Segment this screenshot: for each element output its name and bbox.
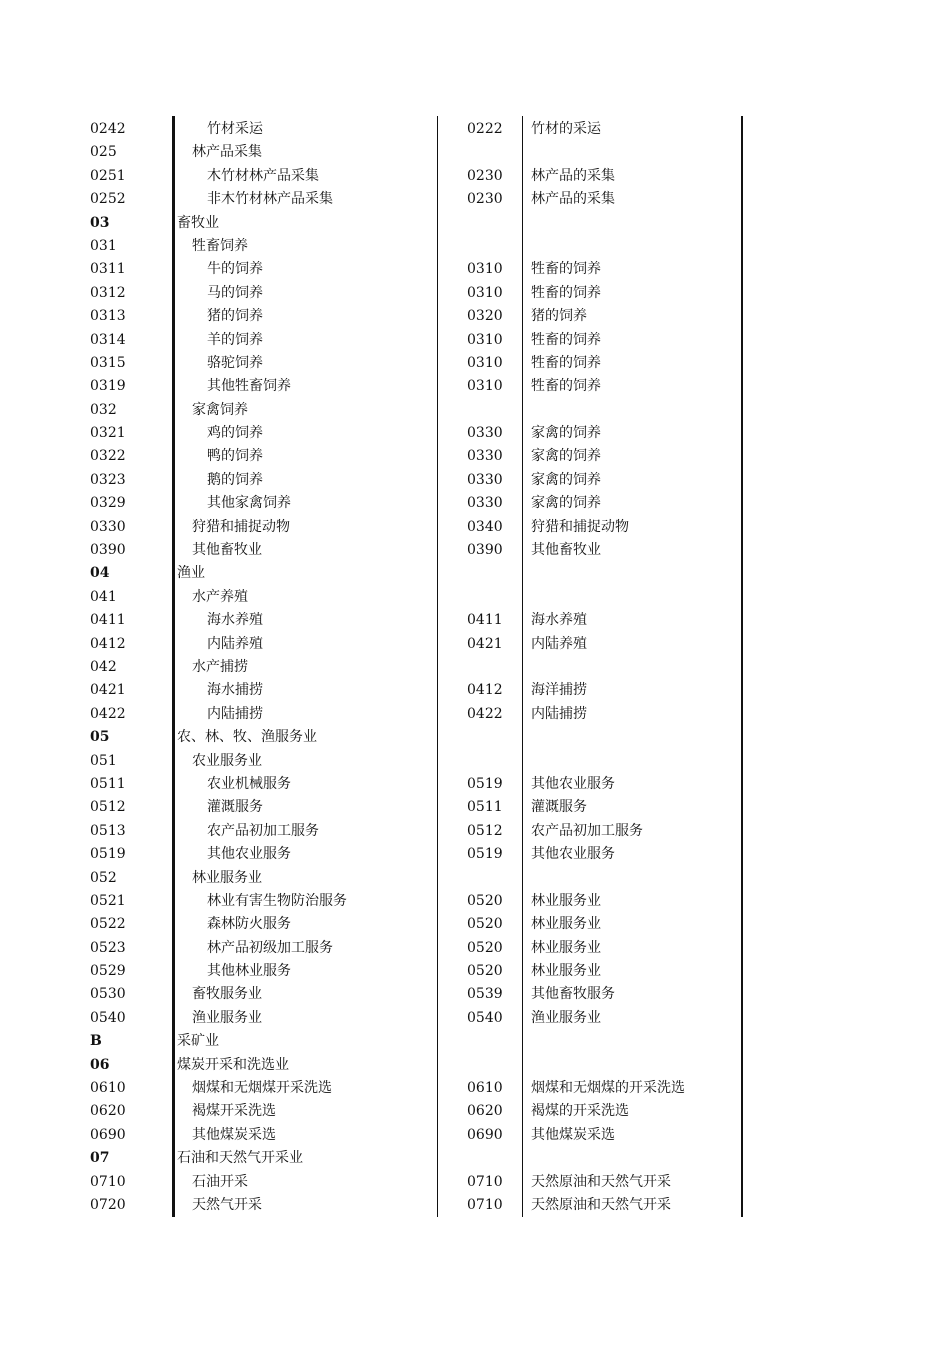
old-industry-code: 0411 bbox=[467, 612, 503, 629]
old-industry-code: 0620 bbox=[467, 1103, 503, 1120]
old-industry-code: 0422 bbox=[467, 705, 503, 722]
industry-name: 骆驼饲养 bbox=[207, 354, 263, 371]
old-industry-code: 0230 bbox=[467, 167, 503, 184]
old-industry-name: 农产品初加工服务 bbox=[531, 822, 643, 839]
old-industry-code: 0539 bbox=[467, 986, 503, 1003]
table-row bbox=[0, 469, 950, 492]
industry-code: 0329 bbox=[90, 495, 126, 512]
industry-name: 林业服务业 bbox=[192, 869, 262, 886]
industry-code: 0519 bbox=[90, 846, 126, 863]
industry-name: 其他林业服务 bbox=[207, 963, 291, 980]
old-industry-code: 0340 bbox=[467, 518, 503, 535]
table-row bbox=[0, 492, 950, 515]
old-industry-name: 渔业服务业 bbox=[531, 1009, 601, 1026]
industry-code: 04 bbox=[90, 565, 110, 582]
old-industry-name: 林业服务业 bbox=[531, 963, 601, 980]
old-industry-code: 0320 bbox=[467, 308, 503, 325]
old-industry-name: 林业服务业 bbox=[531, 939, 601, 956]
industry-name: 煤炭开采和洗选业 bbox=[177, 1056, 289, 1073]
table-body bbox=[0, 118, 950, 1217]
industry-name: 鸭的饲养 bbox=[207, 448, 263, 465]
industry-name: 牲畜饲养 bbox=[192, 237, 248, 254]
old-industry-name: 烟煤和无烟煤的开采洗选 bbox=[531, 1080, 685, 1097]
industry-code: 0522 bbox=[90, 916, 126, 933]
industry-code: 0521 bbox=[90, 892, 126, 909]
table-row bbox=[0, 773, 950, 796]
old-industry-code: 0310 bbox=[467, 261, 503, 278]
old-industry-code: 0519 bbox=[467, 775, 503, 792]
industry-code: 0530 bbox=[90, 986, 126, 1003]
old-industry-code: 0330 bbox=[467, 448, 503, 465]
old-industry-code: 0310 bbox=[467, 378, 503, 395]
old-industry-name: 牲畜的饲养 bbox=[531, 354, 601, 371]
industry-name: 木竹材林产品采集 bbox=[207, 167, 319, 184]
table-row bbox=[0, 562, 950, 585]
table-row bbox=[0, 750, 950, 773]
table-row bbox=[0, 983, 950, 1006]
old-industry-code: 0511 bbox=[467, 799, 503, 816]
table-row bbox=[0, 1030, 950, 1053]
industry-code: 0412 bbox=[90, 635, 126, 652]
industry-name: 森林防火服务 bbox=[207, 916, 291, 933]
table-row bbox=[0, 422, 950, 445]
old-industry-name: 褐煤的开采洗选 bbox=[531, 1103, 629, 1120]
table-row bbox=[0, 445, 950, 468]
old-industry-code: 0540 bbox=[467, 1009, 503, 1026]
table-row bbox=[0, 258, 950, 281]
old-industry-name: 竹材的采运 bbox=[531, 121, 601, 137]
industry-code: 0252 bbox=[90, 191, 126, 208]
table-row bbox=[0, 1147, 950, 1170]
old-industry-code: 0330 bbox=[467, 471, 503, 488]
table-row bbox=[0, 1054, 950, 1077]
industry-code: 052 bbox=[90, 869, 117, 886]
industry-code: 041 bbox=[90, 588, 117, 605]
industry-code: 0710 bbox=[90, 1173, 126, 1190]
industry-code: 0512 bbox=[90, 799, 126, 816]
old-industry-name: 内陆养殖 bbox=[531, 635, 587, 652]
industry-code: 0529 bbox=[90, 963, 126, 980]
industry-code: 0312 bbox=[90, 284, 126, 301]
industry-name: 林产品初级加工服务 bbox=[207, 939, 333, 956]
old-industry-name: 海洋捕捞 bbox=[531, 682, 587, 699]
table-row bbox=[0, 633, 950, 656]
old-industry-name: 林产品的采集 bbox=[531, 191, 615, 208]
old-industry-name: 其他农业服务 bbox=[531, 846, 615, 863]
table-row bbox=[0, 960, 950, 983]
industry-name: 海水捕捞 bbox=[207, 682, 263, 699]
table-row bbox=[0, 141, 950, 164]
industry-name: 马的饲养 bbox=[207, 284, 263, 301]
old-industry-code: 0230 bbox=[467, 191, 503, 208]
industry-name: 羊的饲养 bbox=[207, 331, 263, 348]
old-industry-code: 0520 bbox=[467, 939, 503, 956]
old-industry-name: 牲畜的饲养 bbox=[531, 378, 601, 395]
table-row bbox=[0, 679, 950, 702]
industry-code: 0720 bbox=[90, 1196, 126, 1213]
industry-name: 非木竹材林产品采集 bbox=[207, 191, 333, 208]
old-industry-code: 0330 bbox=[467, 425, 503, 442]
table-row bbox=[0, 165, 950, 188]
industry-name: 狩猎和捕捉动物 bbox=[192, 518, 290, 535]
old-industry-code: 0310 bbox=[467, 354, 503, 371]
industry-name: 海水养殖 bbox=[207, 612, 263, 629]
table-row bbox=[0, 820, 950, 843]
old-industry-code: 0310 bbox=[467, 331, 503, 348]
old-industry-name: 牲畜的饲养 bbox=[531, 261, 601, 278]
industry-code: 0513 bbox=[90, 822, 126, 839]
old-industry-code: 0710 bbox=[467, 1173, 503, 1190]
industry-name: 农业机械服务 bbox=[207, 775, 291, 792]
old-industry-name: 内陆捕捞 bbox=[531, 705, 587, 722]
old-industry-name: 其他畜牧业 bbox=[531, 542, 601, 559]
old-industry-name: 其他畜牧服务 bbox=[531, 986, 615, 1003]
industry-code: 0330 bbox=[90, 518, 126, 535]
industry-name: 其他家禽饲养 bbox=[207, 495, 291, 512]
table-row bbox=[0, 796, 950, 819]
old-industry-name: 天然原油和天然气开采 bbox=[531, 1173, 671, 1190]
industry-name: 其他畜牧业 bbox=[192, 542, 262, 559]
table-row bbox=[0, 516, 950, 539]
industry-name: 褐煤开采洗选 bbox=[192, 1103, 276, 1120]
industry-name: 石油和天然气开采业 bbox=[177, 1150, 303, 1167]
table-row bbox=[0, 913, 950, 936]
table-row bbox=[0, 1124, 950, 1147]
industry-name: 竹材采运 bbox=[207, 121, 263, 137]
old-industry-code: 0421 bbox=[467, 635, 503, 652]
old-industry-name: 狩猎和捕捉动物 bbox=[531, 518, 629, 535]
table-row bbox=[0, 329, 950, 352]
industry-code: 0315 bbox=[90, 354, 126, 371]
table-row bbox=[0, 586, 950, 609]
old-industry-name: 家禽的饲养 bbox=[531, 495, 601, 512]
old-industry-name: 家禽的饲养 bbox=[531, 471, 601, 488]
industry-code: 0390 bbox=[90, 542, 126, 559]
table-row bbox=[0, 188, 950, 211]
old-industry-name: 其他煤炭采选 bbox=[531, 1126, 615, 1143]
table-row bbox=[0, 1007, 950, 1030]
old-industry-name: 家禽的饲养 bbox=[531, 425, 601, 442]
industry-name: 鸡的饲养 bbox=[207, 425, 263, 442]
old-industry-code: 0330 bbox=[467, 495, 503, 512]
industry-name: 渔业服务业 bbox=[192, 1009, 262, 1026]
table-row bbox=[0, 1194, 950, 1217]
old-industry-code: 0520 bbox=[467, 892, 503, 909]
industry-name: 林产品采集 bbox=[192, 144, 262, 161]
industry-code: 051 bbox=[90, 752, 117, 769]
industry-name: 猪的饲养 bbox=[207, 308, 263, 325]
industry-code: 05 bbox=[90, 729, 110, 746]
table-row bbox=[0, 1077, 950, 1100]
industry-code: B bbox=[90, 1033, 102, 1050]
table-row bbox=[0, 235, 950, 258]
industry-name: 水产养殖 bbox=[192, 588, 248, 605]
old-industry-code: 0412 bbox=[467, 682, 503, 699]
old-industry-code: 0690 bbox=[467, 1126, 503, 1143]
old-industry-name: 林产品的采集 bbox=[531, 167, 615, 184]
industry-code: 0242 bbox=[90, 121, 126, 137]
old-industry-code: 0512 bbox=[467, 822, 503, 839]
table-row bbox=[0, 212, 950, 235]
table-row bbox=[0, 352, 950, 375]
industry-code: 032 bbox=[90, 401, 117, 418]
industry-code: 0411 bbox=[90, 612, 126, 629]
table-row bbox=[0, 399, 950, 422]
industry-code: 025 bbox=[90, 144, 117, 161]
table-row bbox=[0, 539, 950, 562]
old-industry-name: 其他农业服务 bbox=[531, 775, 615, 792]
industry-code: 0620 bbox=[90, 1103, 126, 1120]
industry-code: 0610 bbox=[90, 1080, 126, 1097]
old-industry-code: 0520 bbox=[467, 963, 503, 980]
old-industry-code: 0520 bbox=[467, 916, 503, 933]
table-row bbox=[0, 867, 950, 890]
industry-code: 0322 bbox=[90, 448, 126, 465]
industry-name: 烟煤和无烟煤开采洗选 bbox=[192, 1080, 332, 1097]
table-row bbox=[0, 726, 950, 749]
industry-code: 07 bbox=[90, 1150, 110, 1167]
industry-name: 水产捕捞 bbox=[192, 658, 248, 675]
industry-code: 03 bbox=[90, 214, 110, 231]
industry-name: 畜牧业 bbox=[177, 214, 219, 231]
old-industry-name: 天然原油和天然气开采 bbox=[531, 1196, 671, 1213]
industry-name: 其他农业服务 bbox=[207, 846, 291, 863]
old-industry-name: 灌溉服务 bbox=[531, 799, 587, 816]
industry-name: 农产品初加工服务 bbox=[207, 822, 319, 839]
old-industry-name: 林业服务业 bbox=[531, 892, 601, 909]
old-industry-code: 0610 bbox=[467, 1080, 503, 1097]
table-row bbox=[0, 843, 950, 866]
industry-name: 林业有害生物防治服务 bbox=[207, 892, 347, 909]
industry-name: 内陆养殖 bbox=[207, 635, 263, 652]
old-industry-name: 牲畜的饲养 bbox=[531, 331, 601, 348]
old-industry-name: 林业服务业 bbox=[531, 916, 601, 933]
industry-name: 内陆捕捞 bbox=[207, 705, 263, 722]
industry-name: 鹅的饲养 bbox=[207, 471, 263, 488]
industry-code: 0251 bbox=[90, 167, 126, 184]
industry-code: 0511 bbox=[90, 775, 126, 792]
industry-code: 0314 bbox=[90, 331, 126, 348]
industry-code: 0540 bbox=[90, 1009, 126, 1026]
table-row bbox=[0, 1171, 950, 1194]
table-row bbox=[0, 890, 950, 913]
industry-code: 042 bbox=[90, 658, 117, 675]
old-industry-code: 0519 bbox=[467, 846, 503, 863]
industry-name: 牛的饲养 bbox=[207, 261, 263, 278]
table-row bbox=[0, 937, 950, 960]
table-row bbox=[0, 609, 950, 632]
table-row bbox=[0, 656, 950, 679]
industry-code: 0321 bbox=[90, 425, 126, 442]
table-row bbox=[0, 305, 950, 328]
industry-name: 石油开采 bbox=[192, 1173, 248, 1190]
industry-name: 采矿业 bbox=[177, 1033, 219, 1050]
industry-code: 031 bbox=[90, 237, 117, 254]
old-industry-code: 0390 bbox=[467, 542, 503, 559]
industry-code: 0313 bbox=[90, 308, 126, 325]
table-row bbox=[0, 703, 950, 726]
industry-code: 0323 bbox=[90, 471, 126, 488]
industry-name: 灌溉服务 bbox=[207, 799, 263, 816]
industry-code: 0421 bbox=[90, 682, 126, 699]
industry-name: 渔业 bbox=[177, 565, 205, 582]
table-row bbox=[0, 118, 950, 141]
industry-name: 畜牧服务业 bbox=[192, 986, 262, 1003]
industry-code: 0523 bbox=[90, 939, 126, 956]
table-row bbox=[0, 375, 950, 398]
industry-name: 农、林、牧、渔服务业 bbox=[177, 729, 317, 746]
industry-name: 农业服务业 bbox=[192, 752, 262, 769]
old-industry-name: 海水养殖 bbox=[531, 612, 587, 629]
old-industry-name: 家禽的饲养 bbox=[531, 448, 601, 465]
industry-code: 0319 bbox=[90, 378, 126, 395]
old-industry-code: 0310 bbox=[467, 284, 503, 301]
table-row bbox=[0, 282, 950, 305]
industry-code: 06 bbox=[90, 1056, 110, 1073]
industry-code: 0422 bbox=[90, 705, 126, 722]
industry-name: 家禽饲养 bbox=[192, 401, 248, 418]
old-industry-code: 0222 bbox=[467, 121, 503, 137]
industry-name: 其他煤炭采选 bbox=[192, 1126, 276, 1143]
old-industry-name: 牲畜的饲养 bbox=[531, 284, 601, 301]
old-industry-name: 猪的饲养 bbox=[531, 308, 587, 325]
industry-code: 0690 bbox=[90, 1126, 126, 1143]
old-industry-code: 0710 bbox=[467, 1196, 503, 1213]
industry-name: 其他牲畜饲养 bbox=[207, 378, 291, 395]
industry-code: 0311 bbox=[90, 261, 126, 278]
industry-name: 天然气开采 bbox=[192, 1196, 262, 1213]
table-row bbox=[0, 1100, 950, 1123]
